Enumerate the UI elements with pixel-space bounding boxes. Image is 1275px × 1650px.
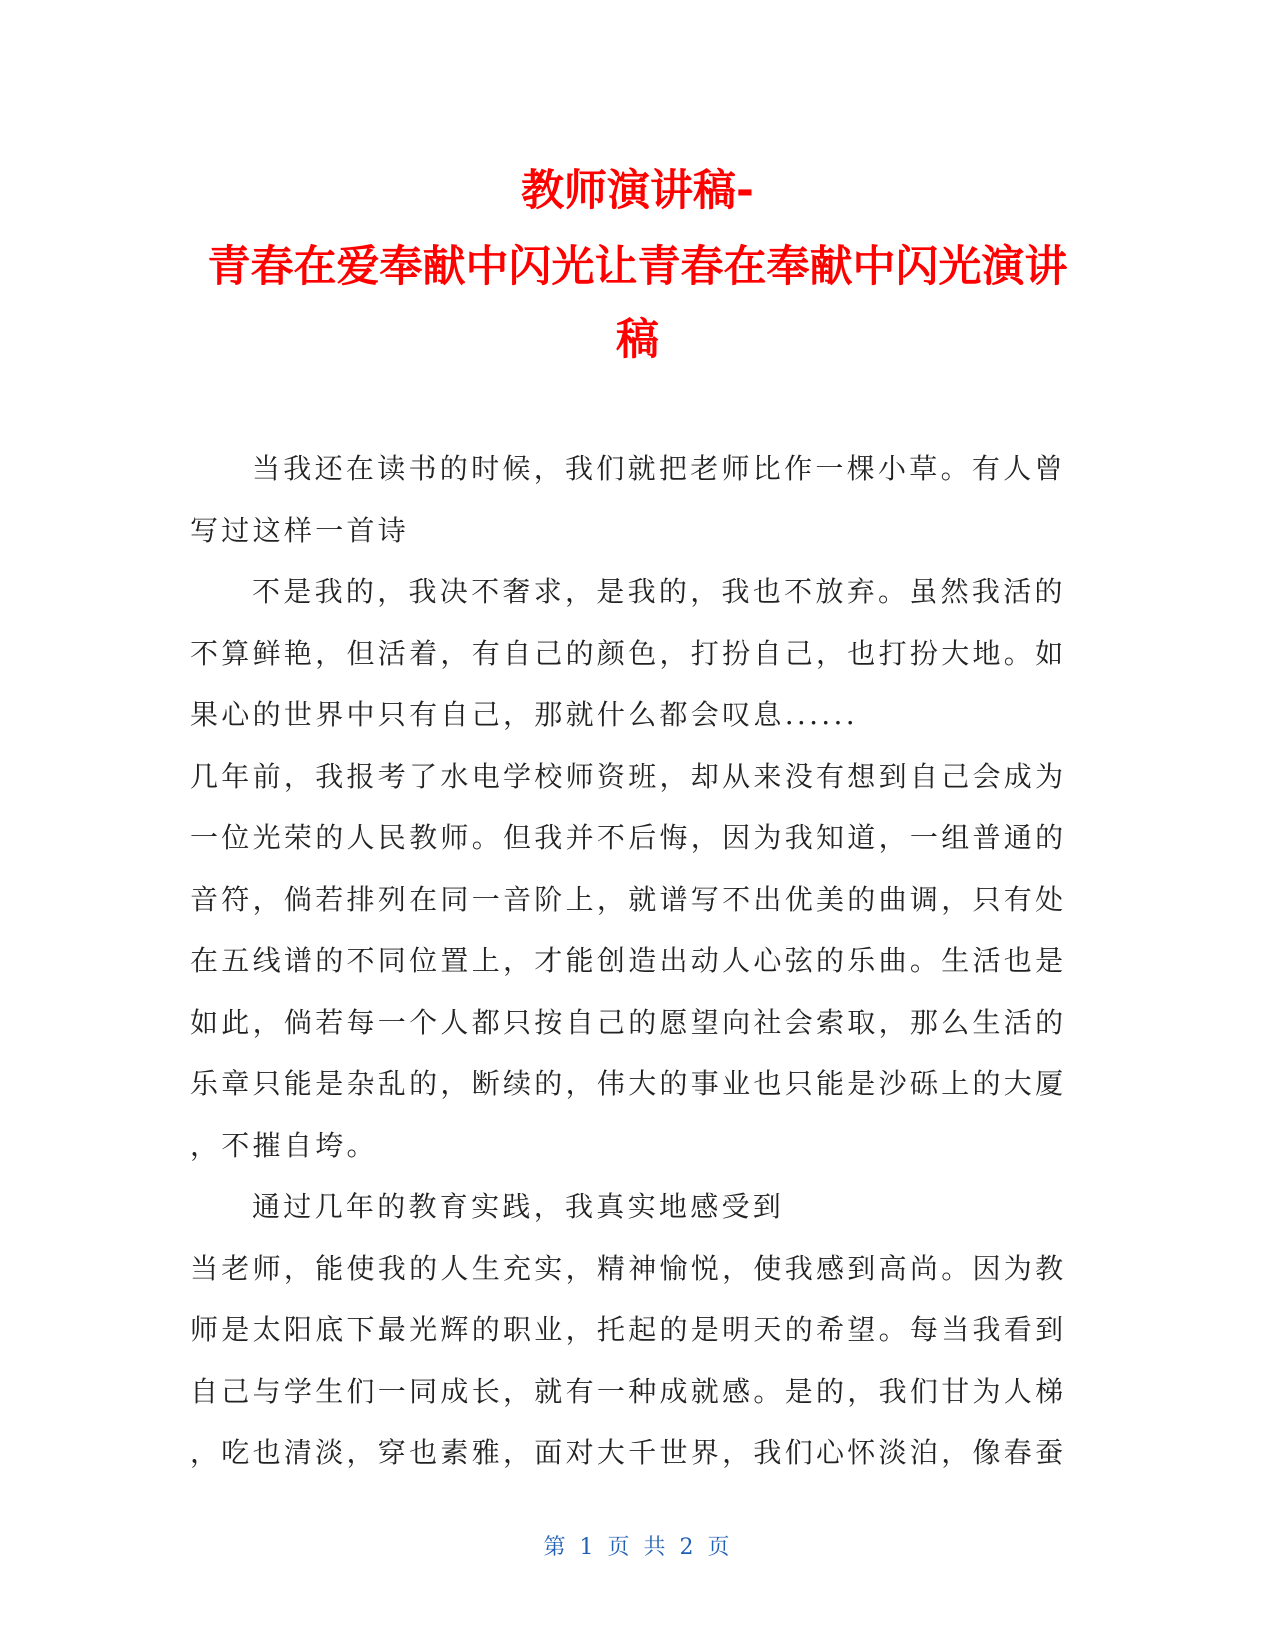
body-line: 当我还在读书的时候，我们就把老师比作一棵小草。有人曾 <box>252 452 1066 485</box>
footer-ye: 页 <box>707 1535 732 1560</box>
body-line: 在五线谱的不同位置上，才能创造出动人心弦的乐曲。生活也是 <box>190 944 1067 977</box>
body-line: 不算鲜艳，但活着，有自己的颜色，打扮自己，也打扮大地。如 <box>190 636 1067 670</box>
body-line: 乐章只能是杂乱的，断续的，伟大的事业也只能是沙砾上的大厦 <box>190 1067 1067 1100</box>
body-line: 当老师，能使我的人生充实，精神愉悦，使我感到高尚。因为教 <box>190 1251 1067 1285</box>
body-line: 不是我的，我决不奢求，是我的，我也不放弃。虽然我活的 <box>252 575 1066 608</box>
body-line: 音符，倘若排列在同一音阶上，就谱写不出优美的曲调，只有处 <box>190 882 1067 916</box>
footer-page-number: 1 <box>579 1535 596 1560</box>
page-footer <box>0 1530 1275 1561</box>
footer-ye: 页 <box>607 1535 632 1560</box>
body-line: 写过这样一首诗 <box>190 513 410 547</box>
title-line-3: 稿 <box>616 315 659 365</box>
body-line: 一位光荣的人民教师。但我并不后悔，因为我知道，一组普通的 <box>190 821 1067 854</box>
body-line: 如此，倘若每一个人都只按自己的愿望向社会索取，那么生活的 <box>190 1005 1067 1039</box>
footer-total-pages: 2 <box>679 1535 696 1560</box>
body-line: ，吃也清淡，穿也素雅，面对大千世界，我们心怀淡泊，像春蚕 <box>190 1436 1067 1469</box>
footer-gong: 共 <box>643 1535 668 1560</box>
body-line: 果心的世界中只有自己，那就什么都会叹息...... <box>190 698 858 731</box>
title-line-1: 教师演讲稿- <box>521 166 754 216</box>
body-line: 自己与学生们一同成长，就有一种成就感。是的，我们甘为人梯 <box>190 1374 1067 1408</box>
title-line-2: 青春在爱奉献中闪光让青春在奉献中闪光演讲 <box>207 242 1068 292</box>
body-line: 师是太阳底下最光辉的职业，托起的是明天的希望。每当我看到 <box>190 1313 1067 1346</box>
body-line: 几年前，我报考了水电学校师资班，却从来没有想到自己会成为 <box>190 759 1067 793</box>
body-text <box>190 438 1070 1484</box>
footer-di: 第 <box>543 1535 568 1560</box>
body-line: 通过几年的教育实践，我真实地感受到 <box>252 1190 785 1223</box>
body-line: ，不摧自垮。 <box>190 1128 378 1162</box>
